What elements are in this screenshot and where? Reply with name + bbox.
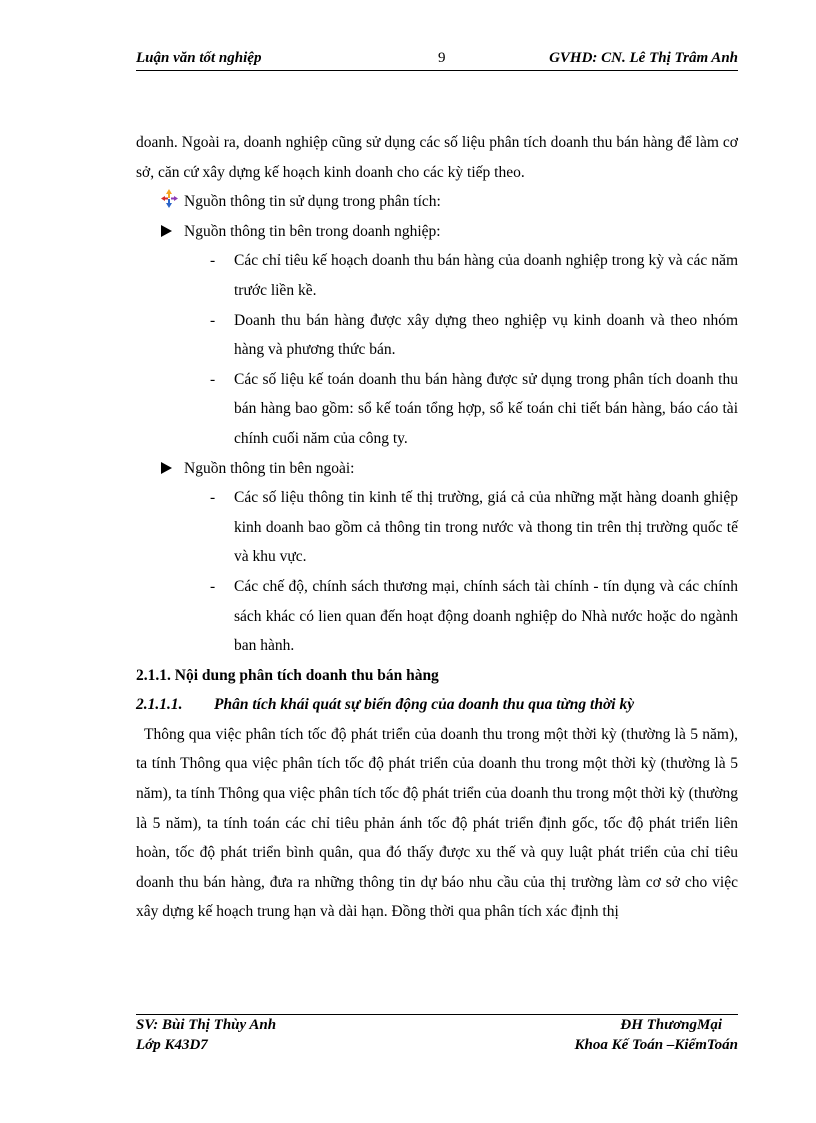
page-header [136, 48, 738, 71]
student-name: SV: Bùi Thị Thùy Anh [136, 1017, 277, 1033]
internal-title: Nguồn thông tin bên trong doanh nghiệp: [184, 222, 441, 240]
sources-bullet [136, 187, 738, 217]
list-item: - Các số liệu kế toán doanh thu bán hàng được sử dụng trong phân tích doanh thu bán hàng bao gồm: sổ kế toán tổng hợp, sổ kế toán chi tiết bán hàng, báo cáo tài chính cuối năm của công ty. [210, 370, 738, 447]
class-name: Lớp K43D7 [136, 1037, 208, 1053]
list-item: - Các số liệu thông tin kinh tế thị trường, giá cả của những mặt hàng doanh ghiệp kinh doanh bao gồm cả thông tin trong nước và thong tin trên thị trường quốc tế và khu vực. [210, 489, 738, 566]
faculty-name: Khoa Kế Toán –KiểmToán [574, 1037, 738, 1053]
subsection-heading [136, 690, 738, 720]
list-item: - Doanh thu bán hàng được xây dựng theo nghiệp vụ kinh doanh và theo nhóm hàng và phương thức bán. [210, 311, 738, 359]
intro-paragraph: doanh. Ngoài ra, doanh nghiệp cũng sử dụng các số liệu phân tích doanh thu bán hàng để làm cơ sở, căn cứ xây dựng kế hoạch kinh doanh cho các kỳ tiếp theo. [136, 134, 738, 181]
external-bullet [136, 454, 738, 484]
subsection-number: 2.1.1.1. [136, 696, 183, 714]
section-heading: 2.1.1. Nội dung phân tích doanh thu bán hàng [136, 666, 439, 684]
analysis-paragraph: Thông qua việc phân tích tốc độ phát triển của doanh thu trong một thời kỳ (thường là 5 năm), ta tính Thông qua việc phân tích tốc độ phát triển của doanh thu trong một thời kỳ (thường là 5 năm), ta tính Thông qua việc phân tích tốc độ phát triển của doanh thu trong một thời kỳ (thường là 5 năm), ta tính toán các chỉ tiêu phản ánh tốc độ phát triển định gốc, tốc độ phát triển liên hoàn, tốc độ phát triển bình quân, qua đó thấy được xu thế và quy luật phát triển của chỉ tiêu doanh thu bán hàng, đưa ra những thông tin dự báo nhu cầu của thị trường làm cơ sở cho việc xây dựng kế hoạch trung hạn và dài hạn. Đồng thời qua phân tích xác định thị [136, 725, 738, 921]
arrowhead-bullet-icon [160, 454, 180, 483]
list-item: - Các chế độ, chính sách thương mại, chính sách tài chính - tín dụng và các chính sách khác có lien quan đến hoạt động doanh nghiệp do Nhà nước hoặc do ngành ban hành. [210, 577, 738, 655]
page-body [136, 128, 738, 927]
four-arrows-icon [160, 187, 180, 216]
external-title: Nguồn thông tin bên ngoài: [184, 459, 355, 477]
sources-title: Nguồn thông tin sử dụng trong phân tích: [184, 193, 441, 211]
internal-bullet [136, 217, 738, 247]
thesis-label: Luận văn tốt nghiệp [136, 50, 262, 66]
list-item: - Các chỉ tiêu kế hoạch doanh thu bán hàng của doanh nghiệp trong kỳ và các năm trước liền kề. [210, 252, 738, 299]
page-number: 9 [438, 50, 446, 66]
subsection-title: Phân tích khái quát sự biến động của doanh thu qua từng thời kỳ [214, 696, 635, 714]
arrowhead-bullet-icon [160, 217, 180, 246]
university-name: ĐH ThươngMại [620, 1017, 722, 1033]
advisor-label: GVHD: CN. Lê Thị Trâm Anh [549, 50, 738, 66]
page-footer [136, 1014, 738, 1055]
